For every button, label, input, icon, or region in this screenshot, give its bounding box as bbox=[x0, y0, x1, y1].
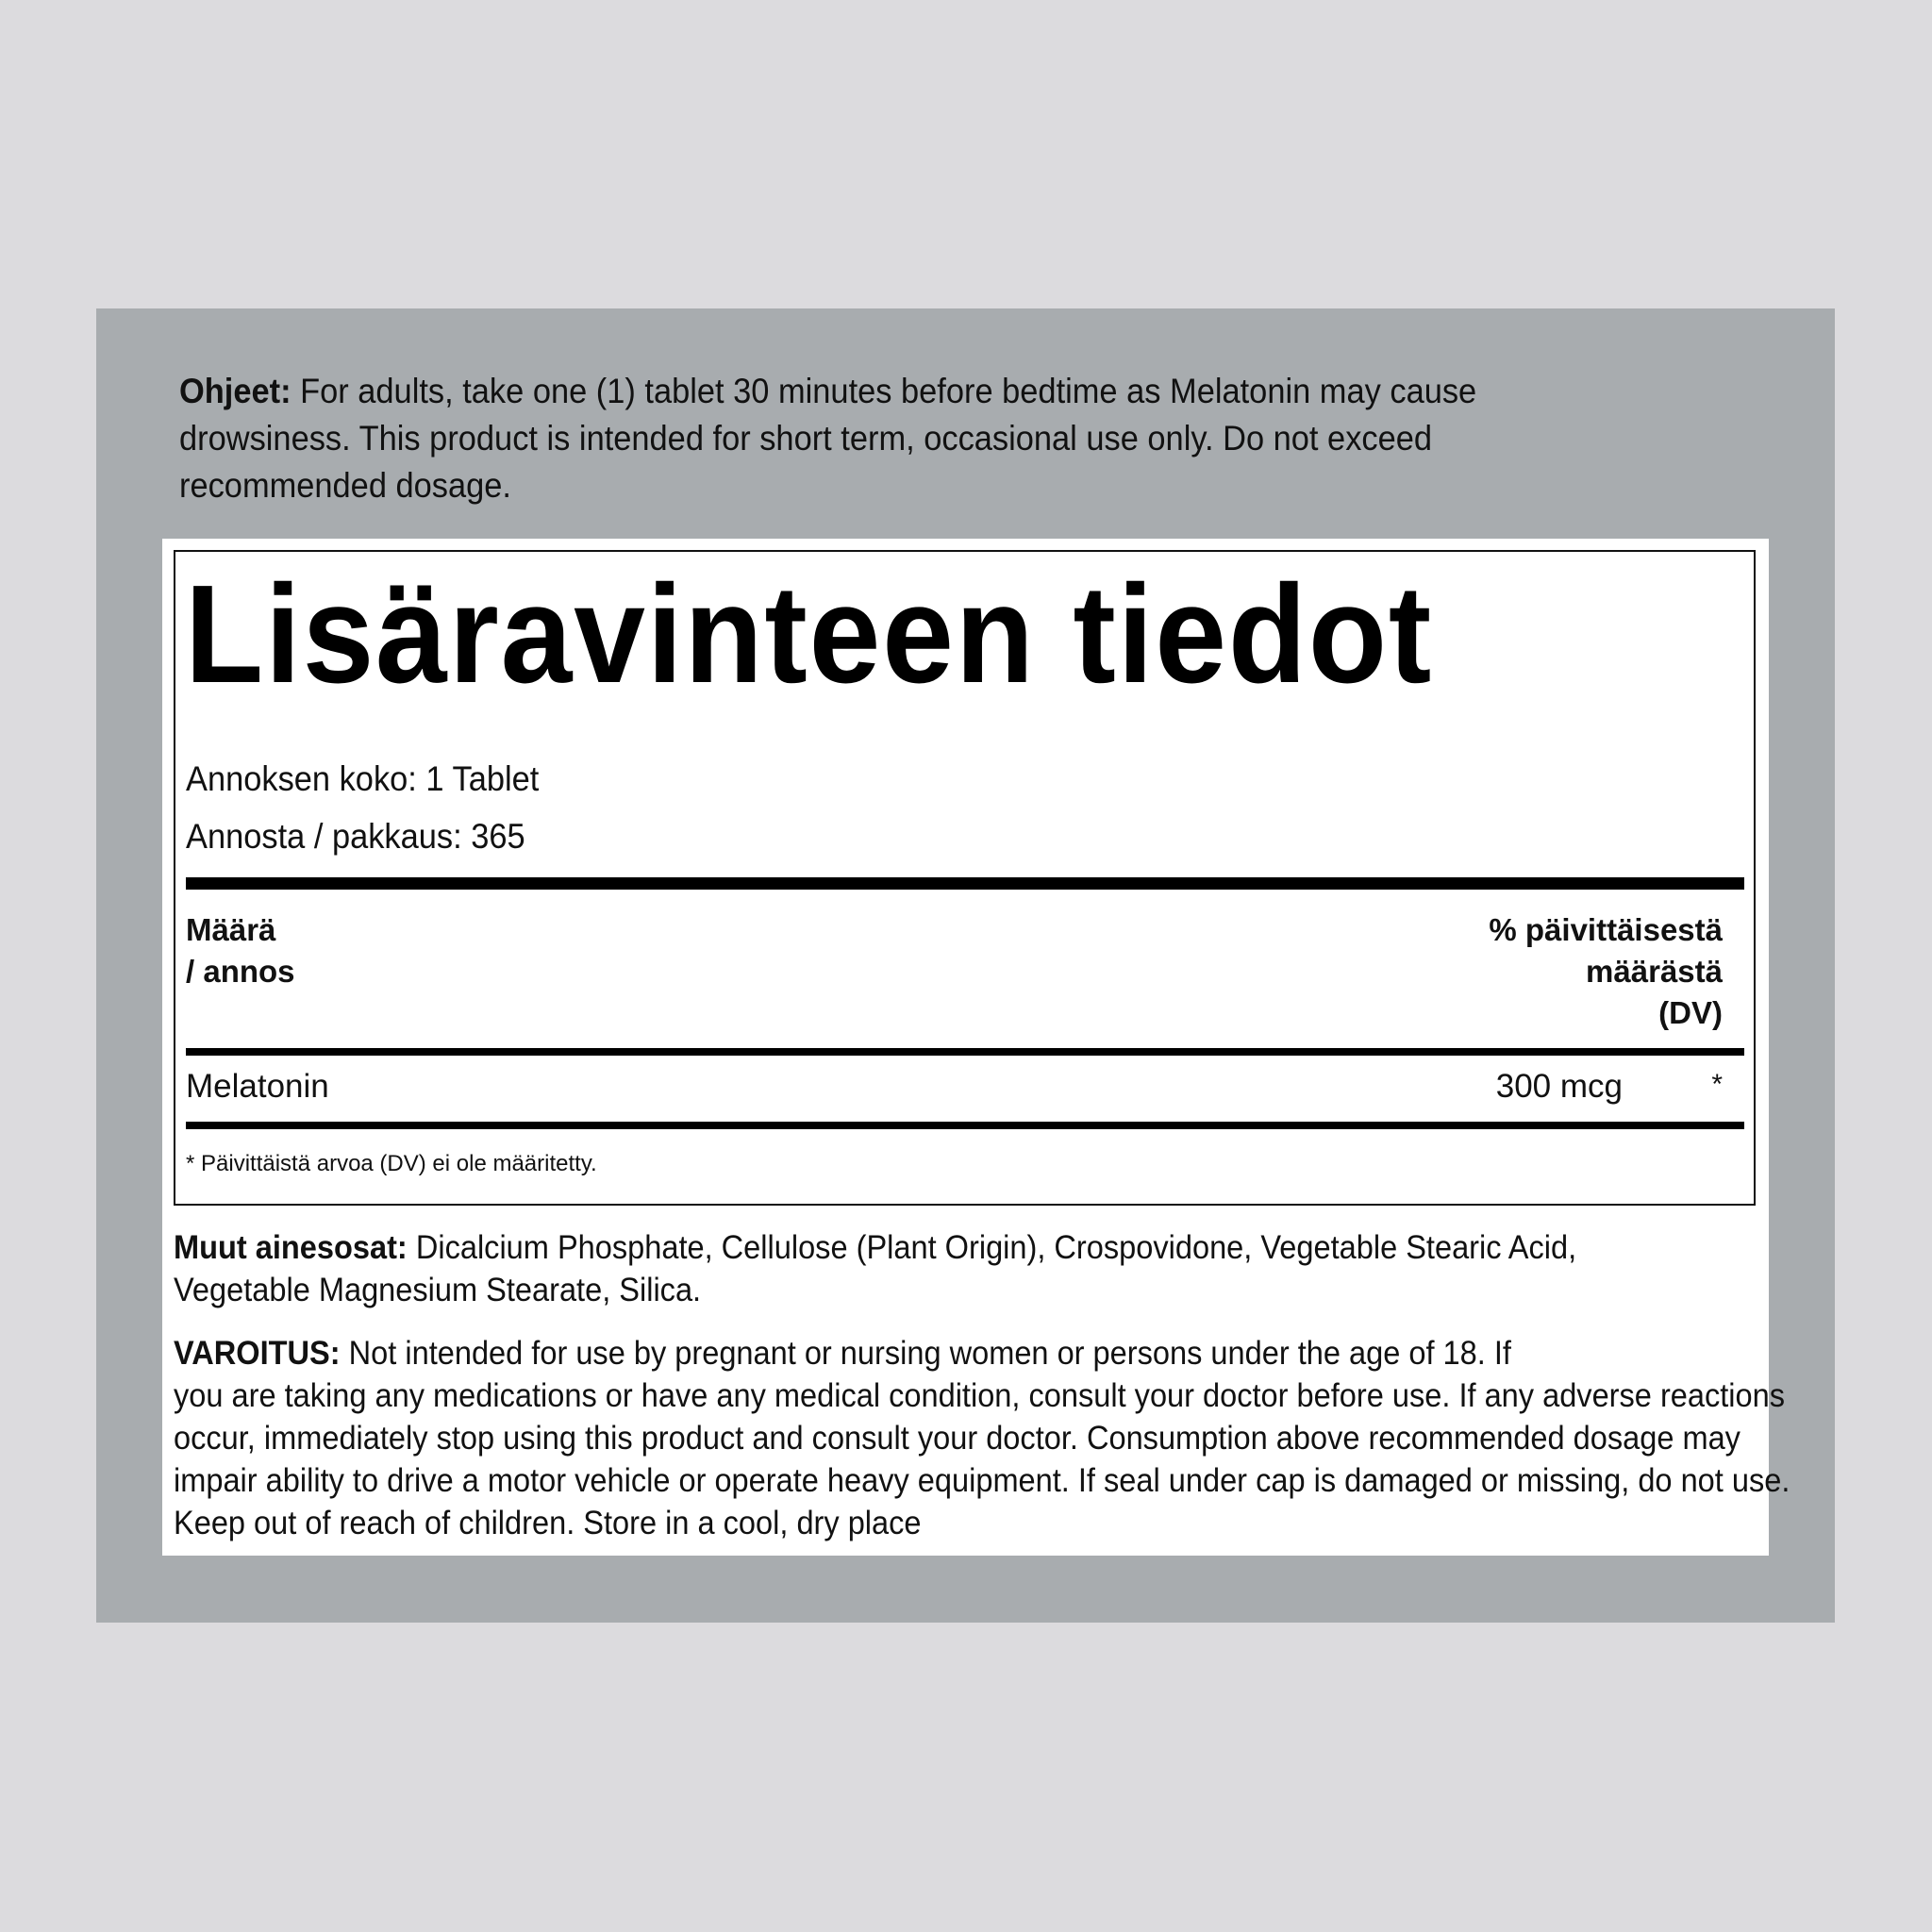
warning-line: Keep out of reach of children. Store in a cool, dry place bbox=[174, 1505, 922, 1541]
amount-per-serving-header bbox=[186, 909, 295, 992]
nutrient-amount: 300 mcg bbox=[1495, 1068, 1623, 1105]
nutrient-name: Melatonin bbox=[186, 1068, 329, 1105]
warning-text bbox=[174, 1332, 1790, 1544]
dv-header-line: määrästä bbox=[1586, 954, 1723, 989]
divider-thick bbox=[186, 877, 1744, 890]
other-ingredients-line: Dicalcium Phosphate, Cellulose (Plant Origin), Crospovidone, Vegetable Stearic Acid, bbox=[415, 1229, 1577, 1266]
other-ingredients bbox=[174, 1226, 1577, 1311]
daily-value-footnote: * Päivittäistä arvoa (DV) ei ole määritetty. bbox=[186, 1151, 597, 1176]
dv-header-line: (DV) bbox=[1658, 995, 1723, 1030]
other-ingredients-line: Vegetable Magnesium Stearate, Silica. bbox=[174, 1272, 702, 1308]
warning-line: you are taking any medications or have any medical condition, consult your doctor before use. If any adverse reactions bbox=[174, 1377, 1786, 1414]
amount-header-line: Määrä bbox=[186, 912, 276, 947]
directions-label: Ohjeet: bbox=[179, 372, 291, 410]
directions-line: For adults, take one (1) tablet 30 minutes before bedtime as Melatonin may cause bbox=[300, 372, 1477, 410]
servings-per-container: Annosta / pakkaus: 365 bbox=[186, 817, 525, 856]
amount-header-line: / annos bbox=[186, 954, 295, 989]
supplement-facts-title: Lisäravinteen tiedot bbox=[185, 557, 1434, 712]
directions-line: recommended dosage. bbox=[179, 466, 511, 505]
warning-line: occur, immediately stop using this product and consult your doctor. Consumption above recommended dosage may bbox=[174, 1420, 1740, 1457]
directions-line: drowsiness. This product is intended for short term, occasional use only. Do not exceed bbox=[179, 419, 1433, 458]
warning-line: Not intended for use by pregnant or nursing women or persons under the age of 18. If bbox=[348, 1335, 1511, 1372]
warning-line: impair ability to drive a motor vehicle or operate heavy equipment. If seal under cap is damaged or missing, do not use. bbox=[174, 1462, 1790, 1499]
divider-mid bbox=[186, 1122, 1744, 1129]
daily-value-header bbox=[1489, 909, 1723, 1034]
divider-mid bbox=[186, 1048, 1744, 1056]
other-ingredients-label: Muut ainesosat: bbox=[174, 1229, 408, 1266]
dv-header-line: % päivittäisestä bbox=[1489, 912, 1723, 947]
nutrient-daily-value: * bbox=[1711, 1069, 1723, 1100]
warning-label: VAROITUS: bbox=[174, 1335, 341, 1372]
directions-text bbox=[179, 368, 1477, 509]
serving-size: Annoksen koko: 1 Tablet bbox=[186, 759, 540, 798]
